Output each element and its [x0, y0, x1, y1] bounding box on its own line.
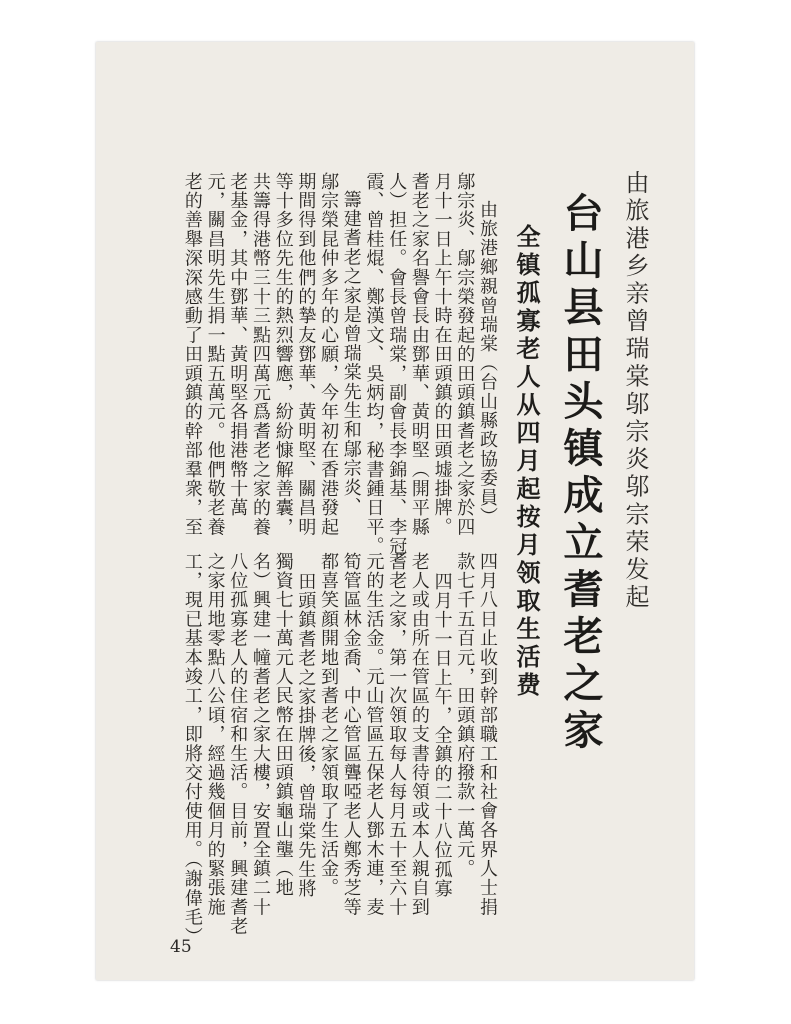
text-column: 耆老之家，第一次領取每人每月五十至六十 — [386, 552, 408, 917]
text-column: 期間得到他們的摯友鄧華、黃明堅、關昌明 — [295, 172, 317, 537]
text-column: 老人或由所在管區的支書待領或本人親自到 — [408, 552, 430, 917]
text-column: 元，關昌明先生捐一點五萬元。他們敬老養 — [204, 172, 226, 537]
text-column: 等十多位先生的熱烈響應，紛紛慷解善囊， — [272, 172, 294, 537]
magazine-page — [96, 42, 694, 980]
text-column: 工，現已基本竣工，即將交付使用。（謝偉毛） — [181, 552, 203, 947]
text-column: 鄔宗榮昆仲多年的心願，今年初在香港發起 — [318, 172, 340, 537]
text-column: 款七千五百元，田頭鎮府撥款一萬元。 — [454, 552, 476, 879]
text-column: 籌建耆老之家是曾瑞棠先生和鄔宗炎、 — [340, 190, 362, 517]
text-column: 八位孤寡老人的住宿和生活。目前，興建耆老 — [227, 552, 249, 936]
text-column: 元的生活金。元山管區五保老人鄧木連，麦 — [363, 552, 385, 917]
text-column: 老基金，其中鄧華、黃明堅各捐港幣十萬 — [227, 172, 249, 518]
text-column: 月十一日上午十時在田頭鎮的田頭墟掛牌。 — [431, 172, 453, 537]
text-column: 四月八日止收到幹部職工和社會各界人士捐 — [477, 552, 498, 917]
article-title: 台山县田头镇成立耆老之家 — [557, 192, 604, 756]
text-column: 獨資七十萬元人民幣在田頭鎮龜山壟（地 — [272, 552, 294, 898]
article-subtitle: 全镇孤寡老人从四月起按月领取生活费 — [512, 224, 541, 700]
text-column: 四月十一日上午，全鎮的二十八位孤寡 — [431, 572, 453, 899]
text-column: 人）担任。會長曾瑞棠，副會長李錦基、李冠 — [386, 172, 408, 556]
text-column: 鄔宗炎、鄔宗榮發起的田頭鎮耆老之家於四 — [454, 172, 476, 537]
text-column: 由旅港鄉親曾瑞棠（台山縣政協委員） — [477, 200, 498, 527]
text-column: 老的善舉深深感動了田頭鎮的幹部羣衆，至 — [181, 172, 203, 537]
banner-headline: 由旅港乡亲曾瑞棠邬宗炎邬宗荣发起 — [621, 170, 649, 612]
text-column: 名）興建一幢耆老之家大樓，安置全鎮二十 — [250, 552, 271, 917]
text-column: 之家用地零點八公頃，經過幾個月的緊張施 — [204, 552, 226, 917]
text-column: 都喜笑顔開地到耆老之家領取了生活金。 — [318, 552, 340, 898]
text-column: 田頭鎮耆老之家掛牌後，曾瑞棠先生將 — [295, 572, 317, 899]
text-column: 筍管區林金喬、中心管區聾啞老人鄭秀芝等 — [340, 552, 362, 917]
text-column: 耆老之家名譽會長由鄧華、黃明堅（開平縣 — [408, 172, 430, 537]
text-column: 共籌得港幣三十三點四萬元爲耆老之家的養 — [250, 172, 271, 537]
page-number: 45 — [170, 937, 192, 957]
text-column: 霞、曾桂焜、鄭漢文、吳炳均，秘書鍾日平。 — [363, 172, 385, 556]
